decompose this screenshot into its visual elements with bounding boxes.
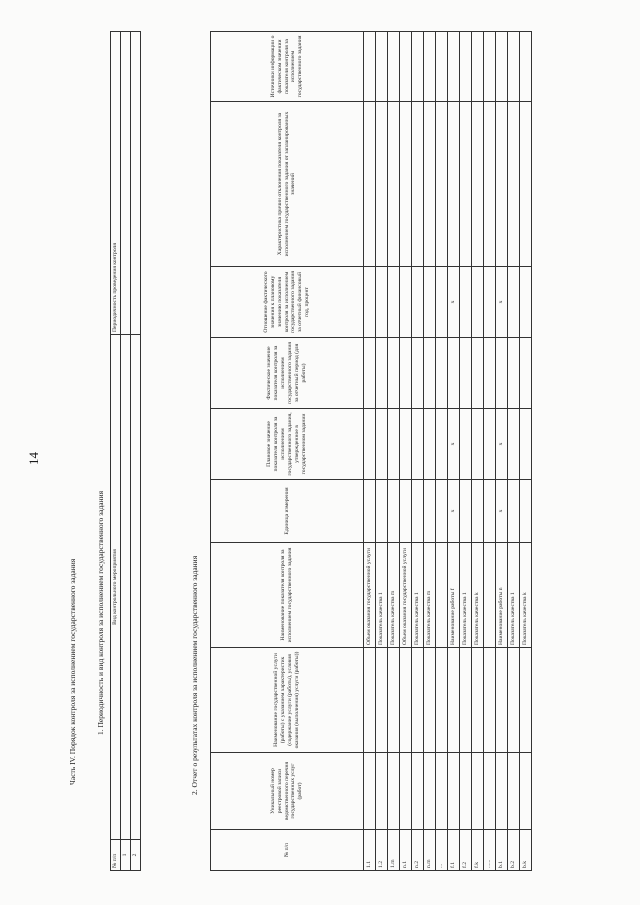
indicator-cell: Показатель качества 1 (460, 543, 472, 648)
table2-header-8: Характеристика причин отклонения показателя контроля за исполнением государственного задания от запланированных значений (211, 102, 364, 267)
unit-cell (364, 480, 376, 543)
ratio-cell (436, 267, 448, 338)
table-row (472, 32, 484, 871)
table1-header-period: Периодичность проведения контроля (111, 32, 121, 335)
unit-cell: x (448, 480, 460, 543)
registry-cell (400, 753, 412, 830)
unit-cell (376, 480, 388, 543)
table2-body (364, 32, 532, 871)
table2-header-6: Фактическое значение показателя контроля за исполнением государственного задания за отчетный период (для работы) (211, 338, 364, 409)
page-number: 14 (26, 452, 41, 465)
registry-cell (436, 753, 448, 830)
unit-cell (460, 480, 472, 543)
fact-cell (400, 338, 412, 409)
source-cell (424, 32, 436, 102)
row-num: n.m (424, 830, 436, 871)
table2-header-7: Отношение фактического значения к плановому значению показателя контроля за исполнением государственного задания за отчетный финансовый год, процент (211, 267, 364, 338)
fact-cell (508, 338, 520, 409)
service-cell (472, 648, 484, 753)
part-title: Часть IV. Порядок контроля за исполнением государственного задания (68, 558, 77, 785)
service-cell (364, 648, 376, 753)
reason-cell (400, 102, 412, 267)
control-schedule-table (110, 31, 141, 871)
service-cell (496, 648, 508, 753)
service-cell (520, 648, 532, 753)
row-num: ...... (484, 830, 496, 871)
plan-cell (400, 409, 412, 480)
ratio-cell (508, 267, 520, 338)
fact-cell (484, 338, 496, 409)
unit-cell (424, 480, 436, 543)
ratio-cell (472, 267, 484, 338)
table-row (436, 32, 448, 871)
unit-cell (436, 480, 448, 543)
row-num: f.1 (448, 830, 460, 871)
table2-header-1: Уникальный номер реестровой записи ведомственного перечня государственных услуг (работ) (211, 753, 364, 830)
plan-cell: x (448, 409, 460, 480)
service-cell (448, 648, 460, 753)
plan-cell (376, 409, 388, 480)
plan-cell (412, 409, 424, 480)
table2-header-5: Плановое значение показателя контроля за исполнением государственного задания, утвержденное в государственном задании (211, 409, 364, 480)
reason-cell (376, 102, 388, 267)
table2-header-row (211, 32, 364, 871)
indicator-cell: Показатель качества m (424, 543, 436, 648)
registry-cell (364, 753, 376, 830)
section2-title: 2. Отчет о результатах контроля за исполнением государственного задания (190, 555, 199, 795)
table-row (460, 32, 472, 871)
reason-cell (436, 102, 448, 267)
indicator-cell: Объем оказания государственной услуги (400, 543, 412, 648)
source-cell (508, 32, 520, 102)
plan-cell (484, 409, 496, 480)
registry-cell (484, 753, 496, 830)
indicator-cell: Показатель качества 1 (508, 543, 520, 648)
source-cell (376, 32, 388, 102)
table1-header-row (111, 32, 121, 871)
source-cell (460, 32, 472, 102)
source-cell (496, 32, 508, 102)
table2-header-4: Единица измерения (211, 480, 364, 543)
row-num: 1.2 (376, 830, 388, 871)
table1-cell (120, 335, 130, 840)
table-row (412, 32, 424, 871)
indicator-cell (484, 543, 496, 648)
service-cell (424, 648, 436, 753)
table1-cell (130, 335, 140, 840)
source-cell (364, 32, 376, 102)
unit-cell (508, 480, 520, 543)
reason-cell (460, 102, 472, 267)
table1-header-num: № п/п (111, 840, 121, 871)
fact-cell (388, 338, 400, 409)
fact-cell (424, 338, 436, 409)
ratio-cell (520, 267, 532, 338)
indicator-cell: Показатель качества m (388, 543, 400, 648)
row-num: ... (436, 830, 448, 871)
source-cell (388, 32, 400, 102)
plan-cell (364, 409, 376, 480)
ratio-cell (412, 267, 424, 338)
service-cell (436, 648, 448, 753)
ratio-cell (460, 267, 472, 338)
ratio-cell (400, 267, 412, 338)
plan-cell (508, 409, 520, 480)
registry-cell (496, 753, 508, 830)
registry-cell (376, 753, 388, 830)
unit-cell: x (496, 480, 508, 543)
unit-cell (520, 480, 532, 543)
service-cell (484, 648, 496, 753)
fact-cell (412, 338, 424, 409)
unit-cell (472, 480, 484, 543)
table-row (364, 32, 376, 871)
table-row (424, 32, 436, 871)
row-num: n.1 (400, 830, 412, 871)
ratio-cell: x (496, 267, 508, 338)
source-cell (400, 32, 412, 102)
table-row (448, 32, 460, 871)
registry-cell (448, 753, 460, 830)
table2-header-0: № п/п (211, 830, 364, 871)
registry-cell (412, 753, 424, 830)
source-cell (436, 32, 448, 102)
registry-cell (460, 753, 472, 830)
row-num: b.2 (508, 830, 520, 871)
row-num: f.2 (460, 830, 472, 871)
indicator-cell: Наименование работы f (448, 543, 460, 648)
row-num: 1.m (388, 830, 400, 871)
indicator-cell: Наименование работы n (496, 543, 508, 648)
table2-header-3: Наименование показателя контроля за исполнением государственного задания (211, 543, 364, 648)
plan-cell (436, 409, 448, 480)
indicator-cell: Показатель качества 1 (376, 543, 388, 648)
plan-cell (424, 409, 436, 480)
source-cell (472, 32, 484, 102)
registry-cell (520, 753, 532, 830)
ratio-cell: x (448, 267, 460, 338)
reason-cell (412, 102, 424, 267)
ratio-cell (424, 267, 436, 338)
table-row (400, 32, 412, 871)
ratio-cell (388, 267, 400, 338)
reason-cell (520, 102, 532, 267)
service-cell (388, 648, 400, 753)
table2-header-9: Источники информации о фактическом значении показателя контроля за исполнением государственного задания (211, 32, 364, 102)
table-row (496, 32, 508, 871)
section1-title: 1. Периодичность и вид контроля за исполнением государственного задания (96, 490, 105, 735)
indicator-cell (436, 543, 448, 648)
table1-row (130, 32, 140, 871)
plan-cell (460, 409, 472, 480)
table1-cell (130, 32, 140, 335)
ratio-cell (484, 267, 496, 338)
fact-cell (460, 338, 472, 409)
indicator-cell: Объем оказания государственной услуги (364, 543, 376, 648)
plan-cell (472, 409, 484, 480)
ratio-cell (364, 267, 376, 338)
reason-cell (424, 102, 436, 267)
plan-cell (388, 409, 400, 480)
fact-cell (520, 338, 532, 409)
source-cell (484, 32, 496, 102)
reason-cell (508, 102, 520, 267)
table1-header-type: Вид контрольного мероприятия (111, 335, 121, 840)
indicator-cell: Показатель качества k (472, 543, 484, 648)
reason-cell (388, 102, 400, 267)
fact-cell (472, 338, 484, 409)
row-num: b.1 (496, 830, 508, 871)
table1-cell (120, 32, 130, 335)
source-cell (448, 32, 460, 102)
source-cell (520, 32, 532, 102)
table2-header-2: Наименование государственной услуги (работы) с указанием характеристик (содержание услуги (работы), условия оказания (выполнения) услуги (работы)) (211, 648, 364, 753)
reason-cell (364, 102, 376, 267)
registry-cell (508, 753, 520, 830)
table-row (520, 32, 532, 871)
fact-cell (496, 338, 508, 409)
row-num: f.k (472, 830, 484, 871)
unit-cell (400, 480, 412, 543)
service-cell (508, 648, 520, 753)
fact-cell (436, 338, 448, 409)
registry-cell (388, 753, 400, 830)
table1-row (120, 32, 130, 871)
service-cell (412, 648, 424, 753)
ratio-cell (376, 267, 388, 338)
unit-cell (412, 480, 424, 543)
table-row (508, 32, 520, 871)
unit-cell (388, 480, 400, 543)
row-num: n.2 (412, 830, 424, 871)
source-cell (412, 32, 424, 102)
reason-cell (484, 102, 496, 267)
indicator-cell: Показатель качества 1 (412, 543, 424, 648)
indicator-cell: Показатель качества k (520, 543, 532, 648)
service-cell (376, 648, 388, 753)
table-row (376, 32, 388, 871)
registry-cell (424, 753, 436, 830)
service-cell (460, 648, 472, 753)
unit-cell (484, 480, 496, 543)
table-row (484, 32, 496, 871)
reason-cell (472, 102, 484, 267)
table1-row-num: 1 (120, 840, 130, 871)
reason-cell (496, 102, 508, 267)
service-cell (400, 648, 412, 753)
fact-cell (448, 338, 460, 409)
registry-cell (472, 753, 484, 830)
fact-cell (376, 338, 388, 409)
plan-cell: x (496, 409, 508, 480)
row-num: 1.1 (364, 830, 376, 871)
plan-cell (520, 409, 532, 480)
table-row (388, 32, 400, 871)
fact-cell (364, 338, 376, 409)
row-num: b.k (520, 830, 532, 871)
reason-cell (448, 102, 460, 267)
table1-row-num: 2 (130, 840, 140, 871)
control-report-table (210, 31, 532, 871)
